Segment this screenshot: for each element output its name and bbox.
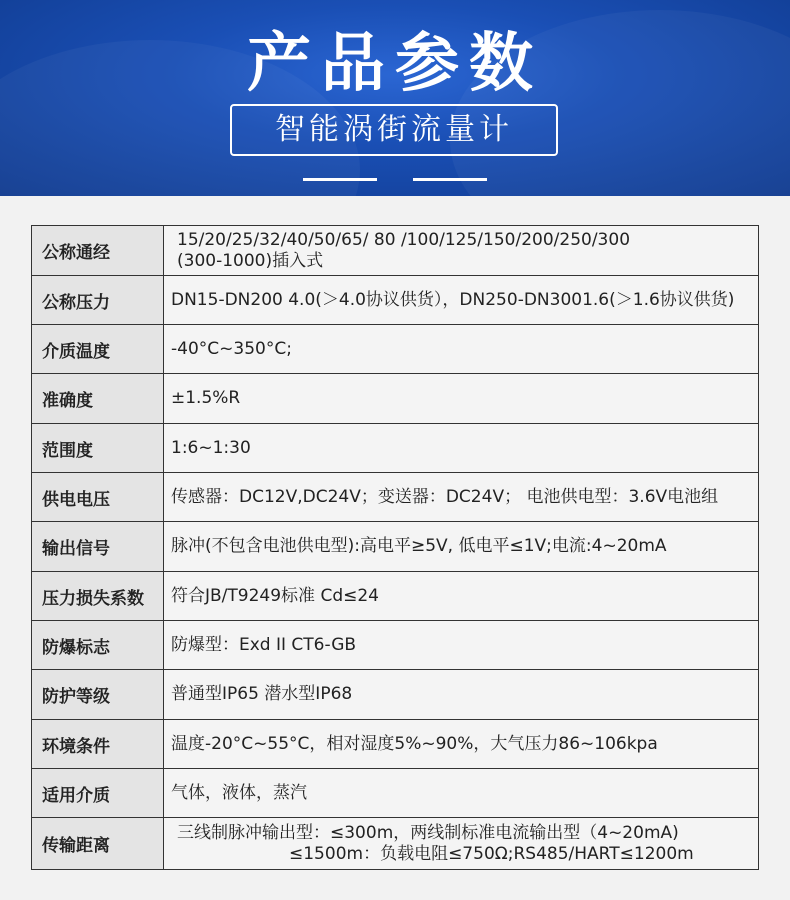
value-line: 三线制脉冲输出型：≤300m，两线制标准电流输出型（4~20mA) [177, 822, 679, 843]
value-line: (300-1000)插入式 [177, 250, 324, 271]
row-value [164, 818, 759, 870]
row-label: 压力损失系数 [32, 572, 164, 621]
divider-left [303, 178, 377, 181]
table-row [32, 572, 759, 621]
row-value: 温度-20°C~55°C，相对湿度5%~90%，大气压力86~106kpa [164, 720, 759, 769]
row-label: 防爆标志 [32, 621, 164, 670]
table-row [32, 818, 759, 870]
table-row [32, 473, 759, 522]
table-row [32, 276, 759, 325]
row-value: 符合JB/T9249标准 Cd≤24 [164, 572, 759, 621]
row-label: 输出信号 [32, 522, 164, 572]
table-row [32, 769, 759, 818]
spec-table [31, 225, 759, 870]
row-label: 适用介质 [32, 769, 164, 818]
row-label: 范围度 [32, 424, 164, 473]
row-value: -40°C~350°C; [164, 325, 759, 374]
row-label: 防护等级 [32, 670, 164, 720]
row-value: ±1.5%R [164, 374, 759, 424]
value-line: ≤1500m：负载电阻≤750Ω;RS485/HART≤1200m [289, 843, 694, 864]
table-row [32, 325, 759, 374]
product-name-box [230, 104, 558, 156]
table-row [32, 374, 759, 424]
table-row [32, 226, 759, 276]
table-row [32, 621, 759, 670]
row-label: 公称压力 [32, 276, 164, 325]
row-value: 防爆型：Exd II CT6-GB [164, 621, 759, 670]
row-value: 脉冲(不包含电池供电型):高电平≥5V, 低电平≤1V;电流:4~20mA [164, 522, 759, 572]
row-label: 公称通经 [32, 226, 164, 276]
row-value: 普通型IP65 潜水型IP68 [164, 670, 759, 720]
row-value: 传感器：DC12V,DC24V；变送器：DC24V； 电池供电型：3.6V电池组 [164, 473, 759, 522]
product-name: 智能涡街流量计 [275, 112, 513, 147]
row-label: 供电电压 [32, 473, 164, 522]
value-line: 15/20/25/32/40/50/65/ 80 /100/125/150/200/250/300 [177, 229, 631, 250]
row-label: 传输距离 [32, 818, 164, 870]
divider-right [413, 178, 487, 181]
row-value: 气体，液体，蒸汽 [164, 769, 759, 818]
row-value: DN15-DN200 4.0(＞4.0协议供货），DN250-DN3001.6(＞1.6协议供货) [164, 276, 759, 325]
row-value: 1:6~1:30 [164, 424, 759, 473]
row-label: 准确度 [32, 374, 164, 424]
table-row [32, 522, 759, 572]
row-value [164, 226, 759, 276]
table-row [32, 720, 759, 769]
row-label: 环境条件 [32, 720, 164, 769]
table-row [32, 424, 759, 473]
table-row [32, 670, 759, 720]
header-banner [0, 0, 790, 196]
row-label: 介质温度 [32, 325, 164, 374]
page-title: 产品参数 [247, 27, 543, 101]
